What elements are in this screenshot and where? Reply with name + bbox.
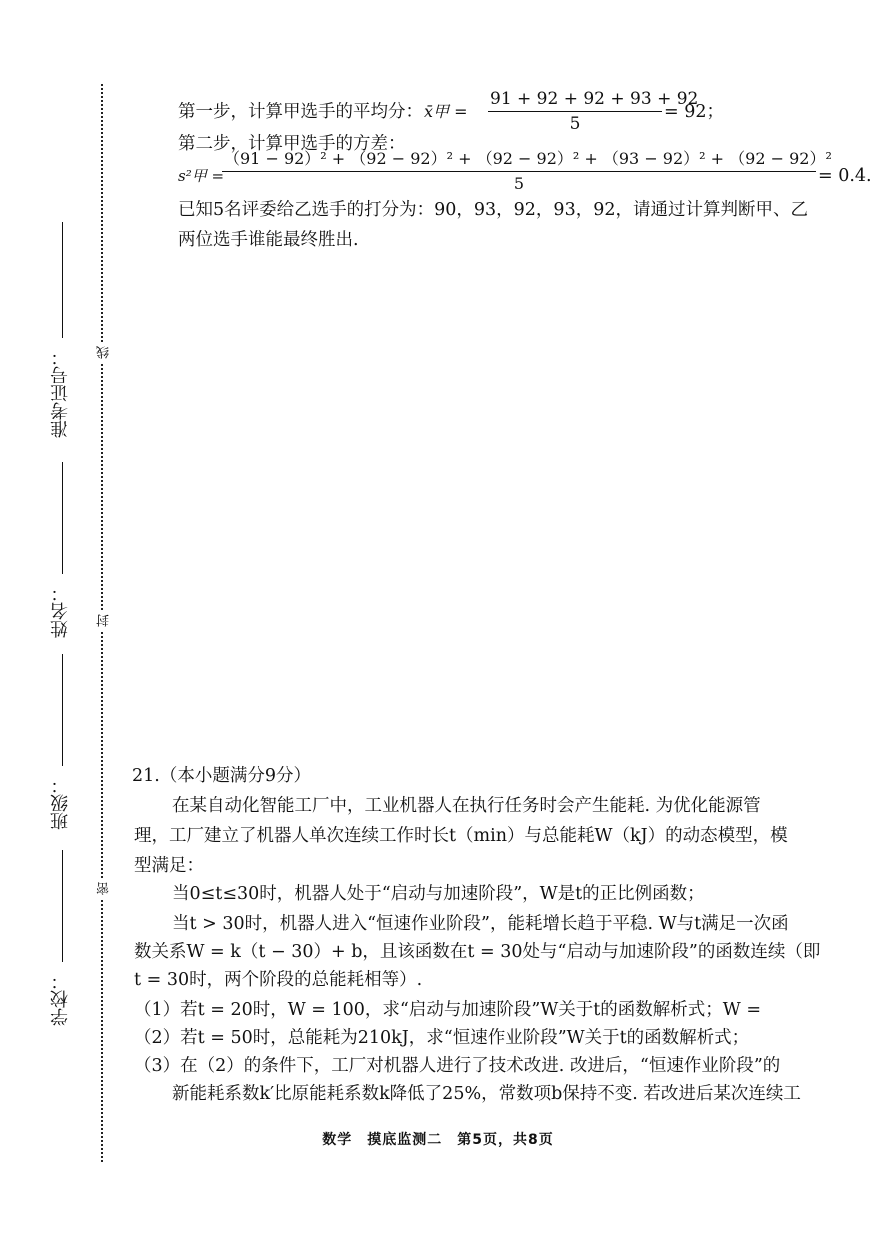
q21-p2: 当0≤t≤30时，机器人处于“启动与加速阶段”，W是t的正比例函数； (172, 884, 705, 904)
binding-word-xian: 线 (96, 344, 110, 362)
variance-fraction (222, 148, 832, 195)
q21-p1-line1: 在某自动化智能工厂中，工业机器人在执行任务时会产生能耗. 为优化能源管 (172, 796, 761, 816)
page-footer: 数学 摸底监测二 第5页，共8页 (322, 1132, 554, 1148)
mean-symbol: x̄甲 = (424, 102, 468, 121)
q21-p1-line3: 型满足： (134, 856, 204, 876)
class-blank[interactable] (62, 654, 63, 766)
fraction-bar (488, 111, 662, 112)
school-label: 学校： (50, 972, 71, 1026)
school-blank[interactable] (62, 850, 63, 962)
binding-word-mi: 密 (96, 880, 110, 898)
q21-sub3-line2: 新能耗系数k′比原能耗系数k降低了25%，常数项b保持不变. 若改进后某次连续工 (172, 1084, 801, 1104)
q21-p3-line1: 当t > 30时，机器人进入“恒速作业阶段”，能耗增长趋于平稳. W与t满足一次函 (172, 914, 789, 934)
name-label: 姓名： (50, 584, 71, 638)
mean-numerator: 91 + 92 + 92 + 93 + 92 (490, 89, 699, 109)
variance-numerator: （91 − 92）² + （92 − 92）² + （92 − 92）² + （93 − 92）² + （92 − 92）² (224, 149, 832, 168)
q21-sub2: （2）若t = 50时，总能耗为210kJ，求“恒速作业阶段”W关于t的函数解析式； (134, 1028, 750, 1048)
step2-text: 第二步，计算甲选手的方差： (178, 134, 406, 154)
class-label: 班级： (50, 776, 71, 830)
binding-word-feng: 封 (96, 612, 110, 630)
q21-sub1: （1）若t = 20时，W = 100，求“启动与加速阶段”W关于t的函数解析式；W = (134, 1000, 762, 1020)
step1-prefix: 第一步，计算甲选手的平均分： (178, 102, 423, 122)
exam-id-label: 准考证号： (50, 348, 71, 438)
variance-result: = 0.4. (818, 166, 872, 186)
q21-p3-line2: 数关系W = k（t − 30）+ b，且该函数在t = 30处与“启动与加速阶段”的函数连续（即 (134, 942, 821, 962)
q21-p1-line2: 理，工厂建立了机器人单次连续工作时长t（min）与总能耗W（kJ）的动态模型，模 (134, 826, 788, 846)
variance-symbol: s²甲 = (178, 167, 225, 185)
mean-denominator: 5 (569, 114, 581, 134)
variance-denominator: 5 (513, 174, 525, 193)
name-blank[interactable] (62, 462, 63, 574)
q21-header: 21.（本小题满分9分） (132, 766, 311, 786)
exam-id-blank[interactable] (62, 222, 63, 338)
fraction-bar (222, 171, 816, 172)
mean-fraction (488, 88, 699, 135)
mean-result: = 92； (664, 102, 724, 122)
known-scores-line2: 两位选手谁能最终胜出. (178, 230, 359, 250)
q21-sub3-line1: （3）在（2）的条件下，工厂对机器人进行了技术改进. 改进后，“恒速作业阶段”的 (134, 1056, 781, 1076)
known-scores-line1: 已知5名评委给乙选手的打分为：90，93，92，93，92，请通过计算判断甲、乙 (178, 200, 808, 220)
q21-p3-line3: t = 30时，两个阶段的总能耗相等）. (134, 970, 423, 990)
